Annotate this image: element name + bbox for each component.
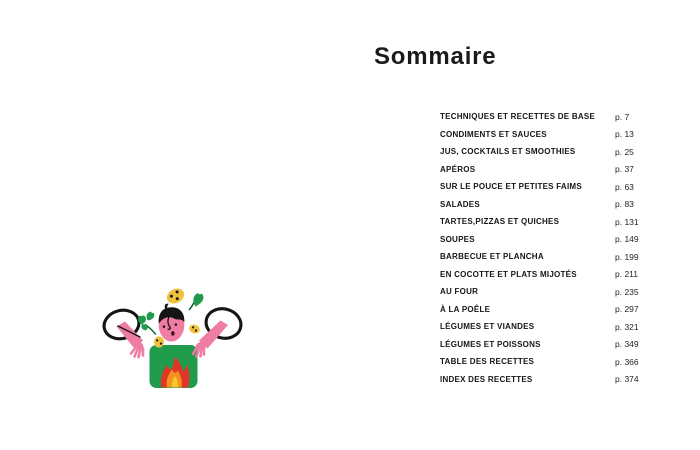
pot-character-illustration xyxy=(100,268,245,403)
toc-entry-page: p. 199 xyxy=(615,251,639,262)
toc-entry xyxy=(440,318,680,336)
toc-entry xyxy=(440,161,680,179)
toc-entry-label: SOUPES xyxy=(440,234,475,244)
toc-entry xyxy=(440,126,680,144)
left-eye xyxy=(163,325,166,328)
toc-entry-page: p. 37 xyxy=(615,164,634,175)
toc-entry xyxy=(440,283,680,301)
toc-entry-page: p. 235 xyxy=(615,286,639,297)
toc-entry xyxy=(440,371,680,389)
toc-entry-label: LÉGUMES ET VIANDES xyxy=(440,322,535,332)
herb-leaf xyxy=(190,293,204,310)
right-eye xyxy=(175,323,178,326)
parsley-sprig xyxy=(138,312,156,334)
toc-entry-page: p. 83 xyxy=(615,199,634,210)
toc-entry xyxy=(440,301,680,319)
toc-list xyxy=(440,108,680,388)
toc-entry xyxy=(440,248,680,266)
toc-entry-label: JUS, COCKTAILS ET SMOOTHIES xyxy=(440,147,576,157)
toc-entry xyxy=(440,196,680,214)
potato-rim xyxy=(154,336,164,347)
toc-entry-page: p. 297 xyxy=(615,304,639,315)
potato-top xyxy=(164,286,186,307)
toc-entry xyxy=(440,178,680,196)
toc-entry-label: TECHNIQUES ET RECETTES DE BASE xyxy=(440,112,596,122)
toc-entry xyxy=(440,213,680,231)
toc-entry-label: TABLE DES RECETTES xyxy=(440,357,535,367)
toc-entry xyxy=(440,143,680,161)
toc-entry-page: p. 63 xyxy=(615,181,634,192)
toc-entry-page: p. 211 xyxy=(615,269,639,280)
toc-entry-page: p. 25 xyxy=(615,146,634,157)
toc-entry-page: p. 366 xyxy=(615,356,639,367)
toc-entry-label: BARBECUE ET PLANCHA xyxy=(440,252,544,262)
toc-entry-label: INDEX DES RECETTES xyxy=(440,374,533,384)
mouth xyxy=(171,331,174,336)
toc-entry-label: À LA POÊLE xyxy=(440,304,491,314)
toc-entry xyxy=(440,266,680,284)
toc-entry-label: CONDIMENTS ET SAUCES xyxy=(440,129,547,139)
toc-entry-label: SUR LE POUCE ET PETITES FAIMS xyxy=(440,182,582,192)
toc-entry-label: TARTES,PIZZAS ET QUICHES xyxy=(440,217,560,227)
toc-entry-page: p. 374 xyxy=(615,374,639,385)
potato-right xyxy=(188,323,201,335)
toc-entry xyxy=(440,108,680,126)
toc-entry-label: SALADES xyxy=(440,199,480,209)
toc-entry-page: p. 321 xyxy=(615,321,639,332)
toc-entry-page: p. 13 xyxy=(615,129,634,140)
toc-entry-label: LÉGUMES ET POISSONS xyxy=(440,339,541,349)
toc-entry-page: p. 7 xyxy=(615,111,630,122)
toc-entry-page: p. 149 xyxy=(615,234,639,245)
toc-entry-label: APÉROS xyxy=(440,164,476,174)
toc-entry-page: p. 131 xyxy=(615,216,639,227)
page-title: Sommaire xyxy=(374,43,497,71)
toc-entry xyxy=(440,336,680,354)
toc-entry-label: AU FOUR xyxy=(440,287,479,297)
toc-entry-page: p. 349 xyxy=(615,339,639,350)
toc-entry-label: EN COCOTTE ET PLATS MIJOTÉS xyxy=(440,269,577,279)
toc-entry xyxy=(440,231,680,249)
toc-entry xyxy=(440,353,680,371)
